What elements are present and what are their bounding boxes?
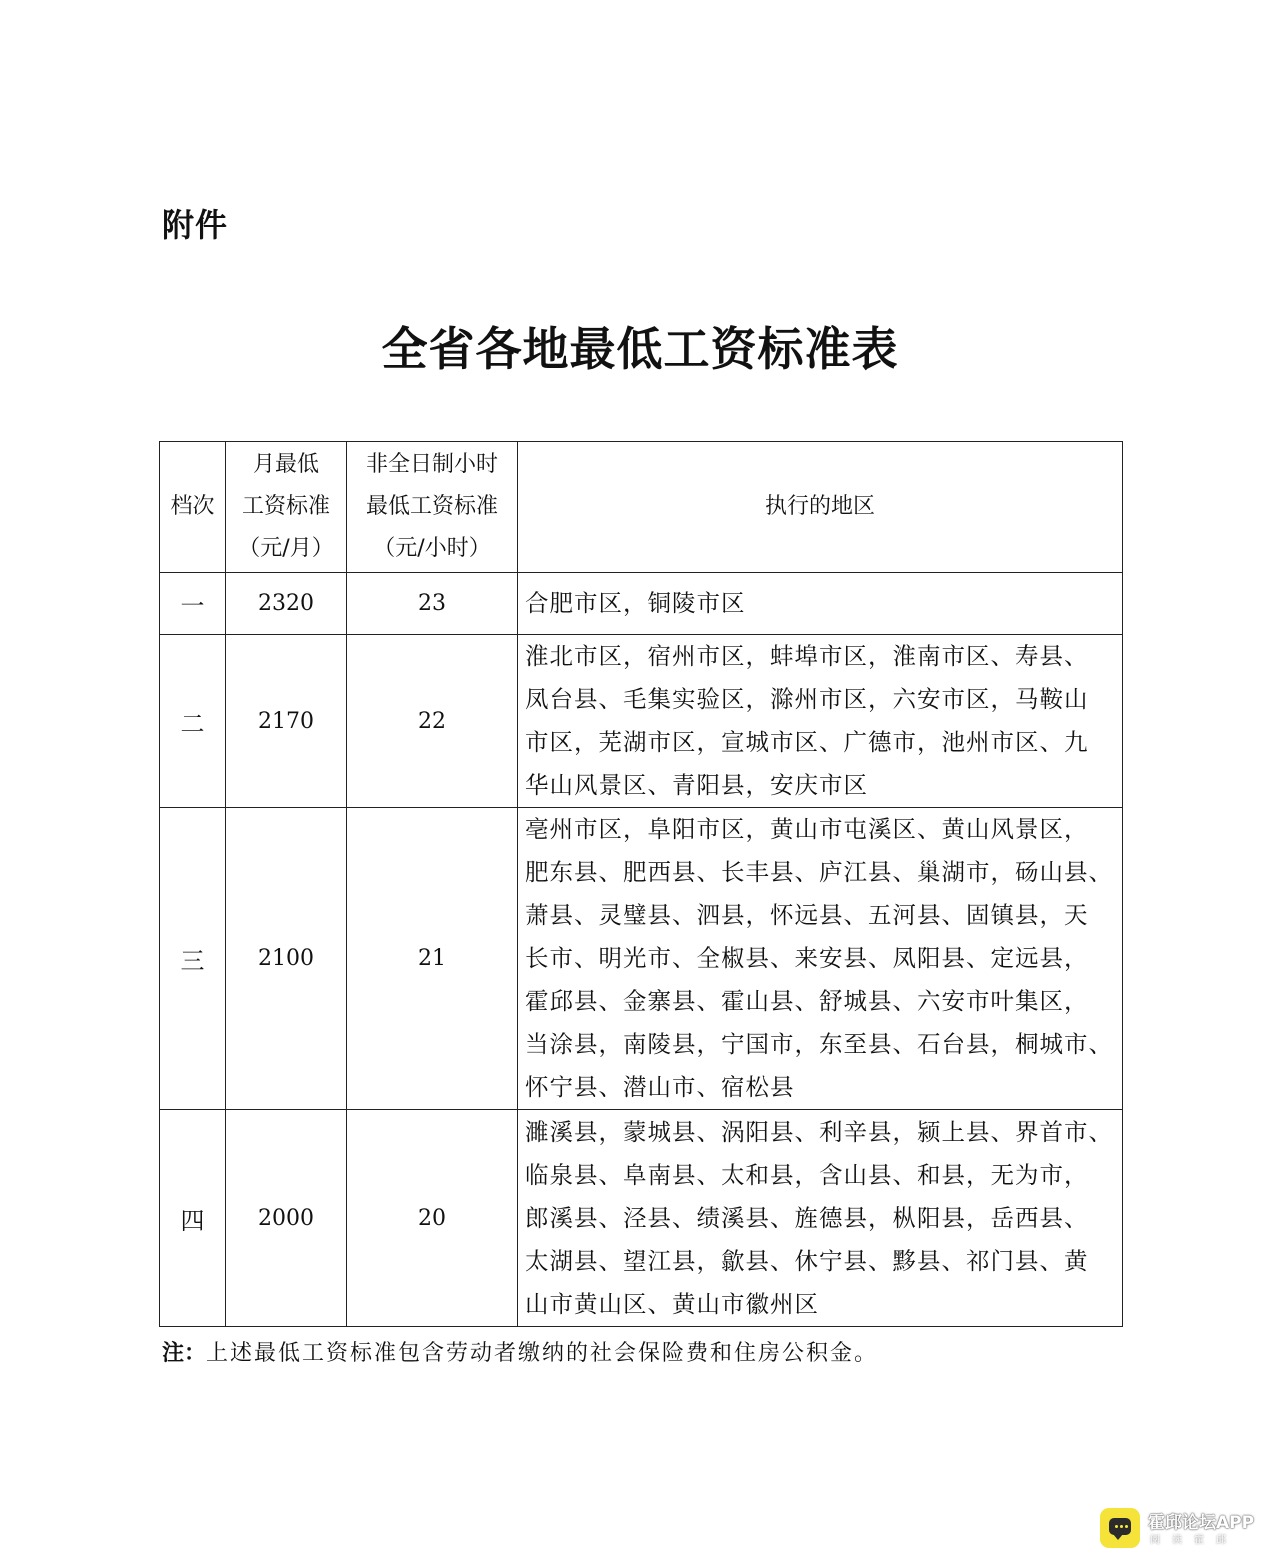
region-line: 临泉县、阜南县、太和县，含山县、和县，无为市， <box>525 1160 1089 1189</box>
regions-cell <box>518 573 1123 635</box>
region-line: 山市黄山区、黄山市徽州区 <box>525 1289 819 1318</box>
chat-bubble-icon <box>1100 1508 1140 1548</box>
region-line: 太湖县、望江县，歙县、休宁县、黟县、祁门县、黄 <box>525 1246 1089 1275</box>
hourly-wage-cell: 20 <box>347 1110 518 1327</box>
tier-cell: 二 <box>160 635 226 808</box>
header-monthly-line-1: 月最低 <box>252 452 319 477</box>
region-line: 长市、明光市、全椒县、来安县、凤阳县、定远县， <box>525 944 1089 972</box>
region-line: 肥东县、肥西县、长丰县、庐江县、巢湖市，砀山县、 <box>525 858 1113 886</box>
header-hourly-line-2: 最低工资标准 <box>365 494 498 519</box>
region-line: 亳州市区，阜阳市区，黄山市屯溪区、黄山风景区， <box>525 815 1089 843</box>
regions-cell <box>518 1110 1123 1327</box>
region-line: 怀宁县、潜山市、宿松县 <box>525 1073 795 1101</box>
document-title: 全省各地最低工资标准表 <box>381 322 899 376</box>
region-line: 当涂县，南陵县，宁国市，东至县、石台县，桐城市、 <box>525 1030 1113 1058</box>
hourly-wage-cell: 23 <box>347 573 518 635</box>
region-line: 华山风景区、青阳县，安庆市区 <box>525 771 868 799</box>
footnote-prefix: 注： <box>162 1341 207 1366</box>
wage-standard-table <box>159 441 1123 1327</box>
header-hourly-wage <box>347 442 518 573</box>
header-monthly-line-3: （元/月） <box>238 536 334 561</box>
header-monthly-wage <box>226 442 347 573</box>
region-line: 濉溪县，蒙城县、涡阳县、利辛县，颍上县、界首市、 <box>525 1117 1113 1146</box>
monthly-wage-cell: 2000 <box>226 1110 347 1327</box>
table-header-row <box>160 442 1123 573</box>
header-regions: 执行的地区 <box>518 442 1123 573</box>
region-line: 淮北市区，宿州市区，蚌埠市区，淮南市区、寿县、 <box>525 642 1089 670</box>
hourly-wage-cell: 22 <box>347 635 518 808</box>
region-line: 郎溪县、泾县、绩溪县、旌德县，枞阳县，岳西县、 <box>525 1203 1089 1232</box>
tier-cell: 一 <box>160 573 226 635</box>
regions-cell <box>518 635 1123 808</box>
header-hourly-line-3: （元/小时） <box>373 536 491 561</box>
region-line: 霍邱县、金寨县、霍山县、舒城县、六安市叶集区， <box>525 987 1089 1015</box>
header-hourly-line-1: 非全日制小时 <box>365 452 498 477</box>
attachment-label: 附件 <box>162 206 229 244</box>
table-row <box>160 1110 1123 1327</box>
table-row <box>160 808 1123 1110</box>
table-row <box>160 635 1123 808</box>
region-line: 凤台县、毛集实验区，滁州市区，六安市区，马鞍山 <box>525 685 1089 713</box>
footnote-text: 上述最低工资标准包含劳动者缴纳的社会保险费和住房公积金。 <box>206 1341 879 1366</box>
hourly-wage-cell: 21 <box>347 808 518 1110</box>
app-watermark <box>1100 1508 1270 1548</box>
tier-cell: 三 <box>160 808 226 1110</box>
monthly-wage-cell: 2170 <box>226 635 347 808</box>
watermark-app-name: 霍邱论坛APP <box>1148 1513 1255 1533</box>
region-line: 合肥市区，铜陵市区 <box>525 589 746 617</box>
table-row <box>160 573 1123 635</box>
region-line: 萧县、灵璧县、泗县，怀远县、五河县、固镇县，天 <box>525 901 1089 929</box>
watermark-subtitle: 阅读霍邱 <box>1150 1535 1238 1546</box>
regions-cell <box>518 808 1123 1110</box>
region-line: 市区，芜湖市区，宣城市区、广德市，池州市区、九 <box>525 728 1089 756</box>
monthly-wage-cell: 2320 <box>226 573 347 635</box>
header-tier: 档次 <box>160 442 226 573</box>
tier-cell: 四 <box>160 1110 226 1327</box>
header-monthly-line-2: 工资标准 <box>241 494 330 519</box>
monthly-wage-cell: 2100 <box>226 808 347 1110</box>
footnote <box>162 1336 878 1367</box>
